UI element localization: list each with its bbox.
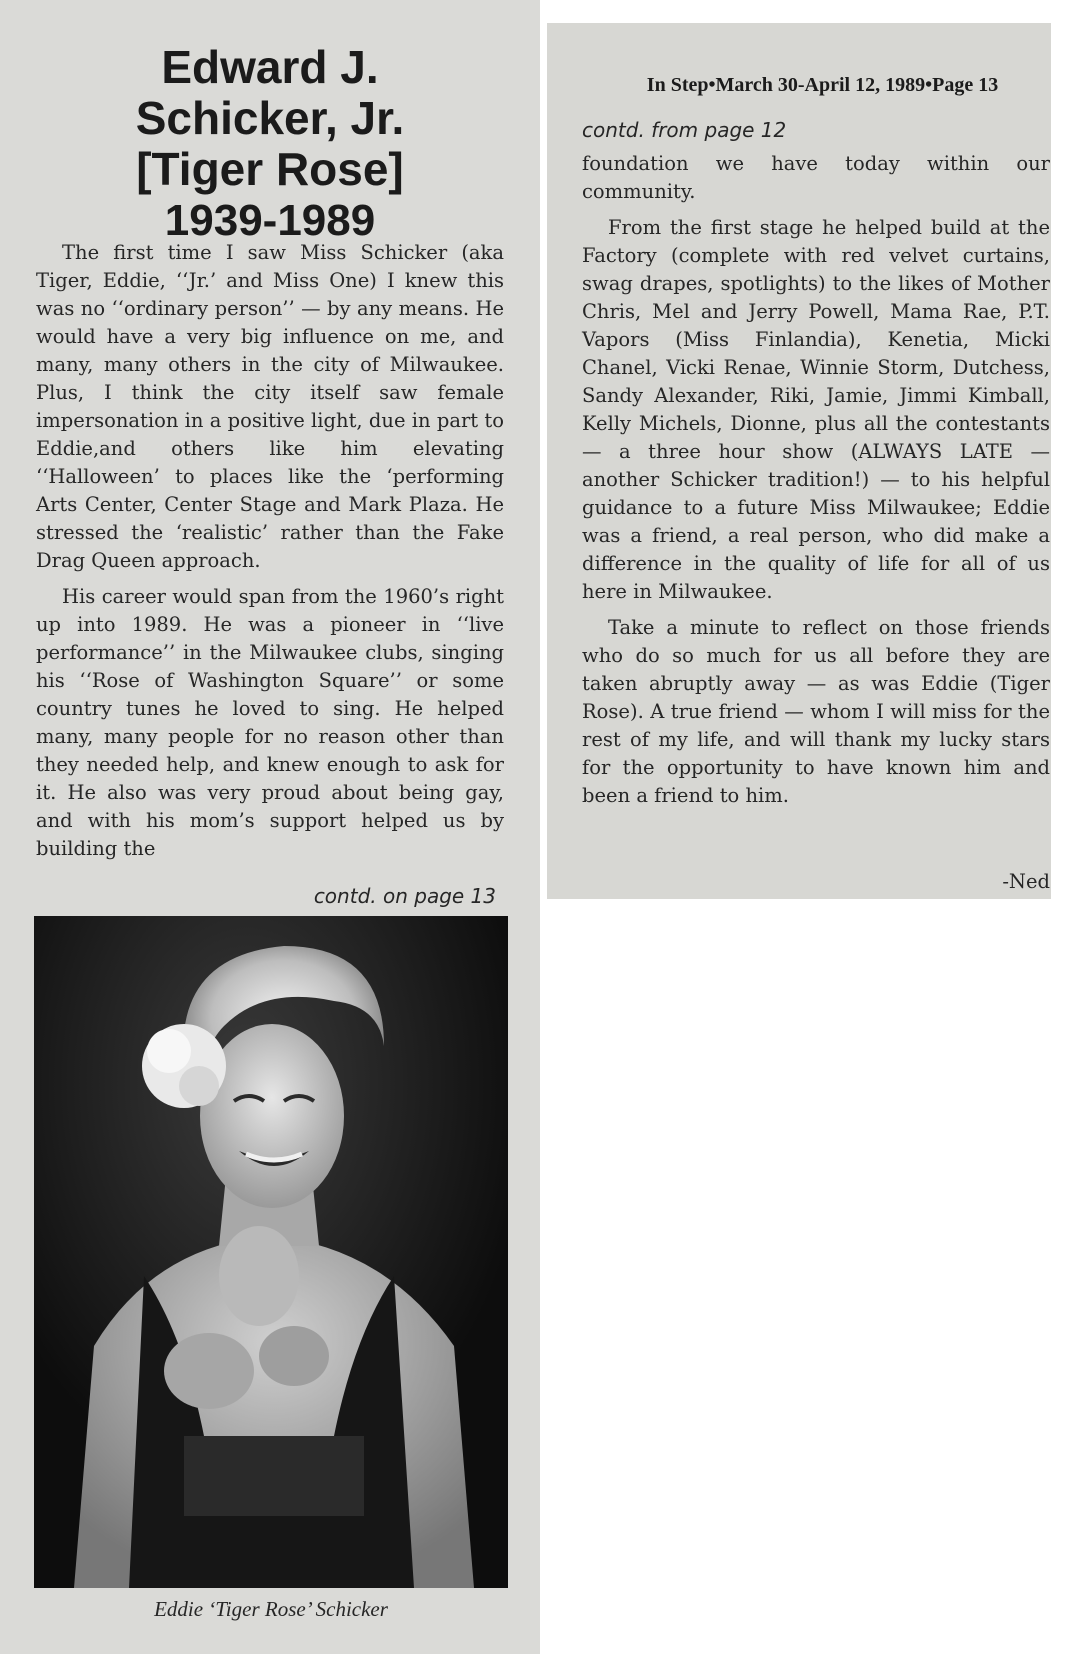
publication-dateline: In Step•March 30-April 12, 1989•Page 13 [646,74,999,96]
article-paragraph: The first time I saw Miss Schicker (aka Tiger, Eddie, ‘‘Jr.’ and Miss One) I knew this was no ‘‘ordinary person’’ — by any means. He would have a very big influence on me, and many, many others in the city of Milwaukee. Plus, I think the city itself saw female impersonation in a positive light, due in part to Eddie,and others like him elevating ‘‘Halloween’ to places like the ‘performing Arts Center, Center Stage and Mark Plaza. He stressed the ‘realistic’ rather than the Fake Drag Queen approach. [36,241,504,572]
article-paragraph: From the first stage he helped build at the Factory (complete with red velvet curtains, swag drapes, spotlights) to the likes of Mother Chris, Mel and Jerry Powell, Mama Rae, P.T. Vapors (Miss Finlandia), Kenetia, Micki Chanel, Vicki Renae, Winnie Storm, Dutchess, Sandy Alexander, Riki, Jamie, Jimmi Kimball, Kelly Michels, Dionne, plus all the contestants — a three hour show (ALWAYS LATE — another Schicker tradition!) — to his helpful guidance to a future Miss Milwaukee; Eddie was a friend, a real person, who did make a difference in the quality of life for all of us here in Milwaukee. [582,216,1050,603]
headline-name-line: Edward J. [161,41,379,93]
article-body-left [36,239,504,871]
obituary-headline [40,42,500,246]
headline-nickname: [Tiger Rose] [136,143,404,195]
photo-caption: Eddie ‘Tiger Rose’ Schicker [154,1597,388,1621]
portrait-image [34,916,508,1588]
article-paragraph: His career would span from the 1960’s right up into 1989. He was a pioneer in ‘‘live performance’’ in the Milwaukee clubs, singing his ‘‘Rose of Washington Square’’ or some country tunes he loved to sing. He helped many, many people for no reason other than they needed help, and knew enough to ask for it. He also was very proud about being gay, and with his mom’s support helped us by building the [36,585,504,860]
headline-years: 1939-1989 [164,196,376,245]
continued-from-label: contd. from page 12 [582,118,787,142]
article-paragraph: Take a minute to reflect on those friends who do so much for us all before they are taken abruptly away — as was Eddie (Tiger Rose). A true friend — whom I will miss for the rest of my life, and will thank my lucky stars for the opportunity to have known him and been a friend to him. [582,616,1050,807]
article-paragraph: foundation we have today within our community. [582,152,1050,203]
obituary-clipping-left [0,0,540,1654]
headline-name-line: Schicker, Jr. [135,92,405,144]
continued-on-label: contd. on page 13 [313,884,496,908]
portrait-photo [34,916,508,1588]
article-body-right [582,150,1050,818]
author-signature: -Ned [1002,870,1050,893]
